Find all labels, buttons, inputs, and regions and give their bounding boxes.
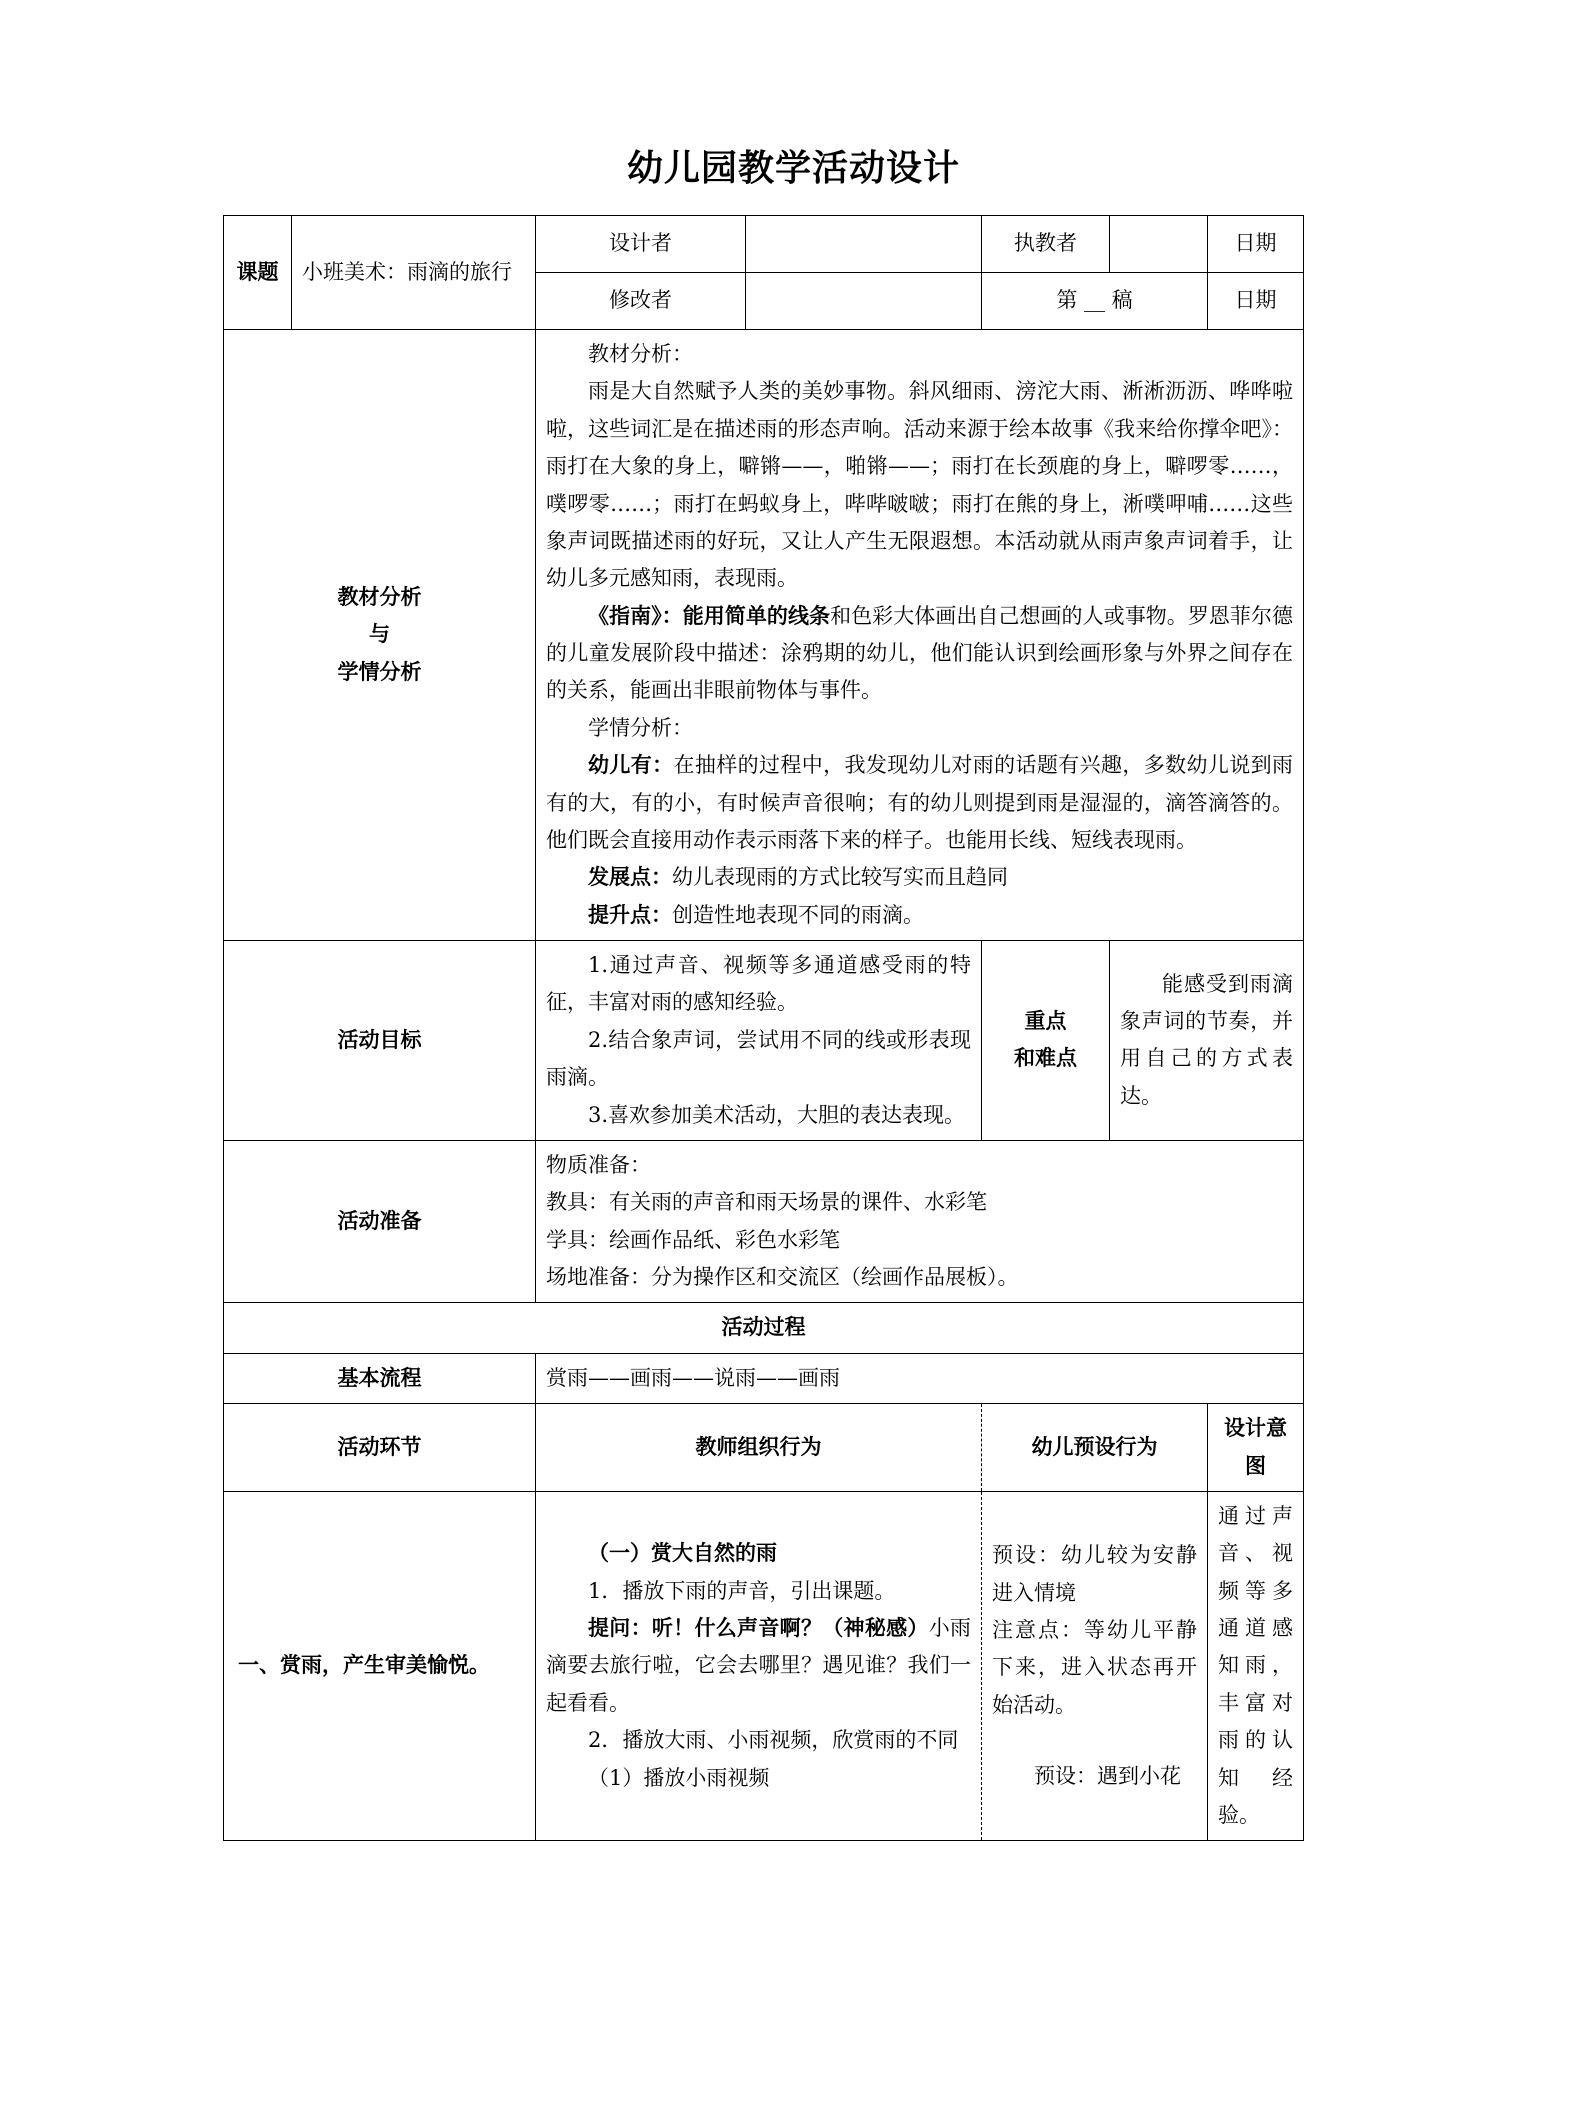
basic-flow-label: 基本流程: [224, 1353, 536, 1403]
focus-difficulty-label: [982, 941, 1110, 1141]
focus-difficulty-text: [1110, 941, 1304, 1141]
col-header-stage: 活动环节: [224, 1404, 536, 1492]
process-banner-row: [224, 1303, 1304, 1353]
objective-item: 3.喜欢参加美术活动，大胆的表达表现。: [588, 1102, 966, 1127]
teacher-question-bold: 提问：听！什么声音啊？（神秘感）: [588, 1616, 929, 1640]
children-expected-3: 预设：遇到小花: [1034, 1763, 1181, 1788]
preparation-teaching-aids: 教具：有关雨的声音和雨天场景的课件、水彩笔: [546, 1190, 987, 1215]
preparation-learning-aids: 学具：绘画作品纸、彩色水彩笔: [546, 1227, 840, 1252]
draft-number-label[interactable]: 第 __ 稿: [982, 273, 1208, 330]
reviser-value[interactable]: [746, 273, 982, 330]
guide-paragraph: [546, 598, 1293, 710]
development-point-text: 幼儿表现雨的方式比较写实而且趋同: [672, 865, 1008, 890]
stage-name: 一、赏雨，产生审美愉悦。: [224, 1491, 536, 1840]
lift-point-text: 创造性地表现不同的雨滴。: [672, 902, 924, 927]
development-point-paragraph: [546, 859, 1293, 896]
material-analysis-heading: 教材分析：: [588, 342, 693, 366]
focus-difficulty-value: 能感受到雨滴象声词的节奏，并用自己的方式表达。: [1120, 971, 1293, 1108]
teacher-question-rest: 小雨滴要去旅行啦，它会去哪里？遇见谁？我们一起看看。: [546, 1616, 972, 1715]
reviser-label: 修改者: [536, 273, 746, 330]
children-have-label: 幼儿有：: [588, 753, 674, 778]
children-behavior-cell: [982, 1491, 1208, 1840]
analysis-label: [224, 330, 536, 941]
teacher-behavior-cell: [536, 1491, 982, 1840]
guide-rest-text: 和色彩大体画出自己想画的人或事物。罗恩菲尔德的儿童发展阶段中描述：涂鸦期的幼儿，他们能认识到绘画形象与外界之间存在的关系，能画出非眼前物体与事件。: [546, 603, 1294, 703]
children-expected-2: 注意点：等幼儿平静下来，进入状态再开始活动。: [992, 1617, 1197, 1717]
situation-analysis-heading: 学情分析：: [588, 715, 693, 740]
process-banner: 活动过程: [224, 1303, 1304, 1353]
design-intent-cell: 通过声音、视频等多通道感知雨，丰富对雨的认知经验。: [1208, 1491, 1304, 1840]
basic-flow-value: 赏雨——画雨——说雨——画雨: [536, 1353, 1304, 1403]
lift-point-paragraph: [546, 897, 1293, 934]
teacher-block-step: 2．播放大雨、小雨视频，欣赏雨的不同: [588, 1728, 959, 1753]
children-expected-1: 预设：幼儿较为安静进入情境: [992, 1543, 1197, 1605]
teacher-block-heading: （一）赏大自然的雨: [588, 1541, 777, 1566]
basic-flow-row: [224, 1353, 1304, 1403]
lift-point-label: 提升点：: [588, 902, 672, 927]
preparation-heading: 物质准备：: [546, 1152, 651, 1177]
preparation-label: 活动准备: [224, 1140, 536, 1303]
material-analysis-paragraph: 雨是大自然赋予人类的美妙事物。斜风细雨、滂沱大雨、淅淅沥沥、哗哗啦啦，这些词汇是在描述雨的形态声响。活动来源于绘本故事《我来给你撑伞吧》：雨打在大象的身上，噼锵——，啪锵——；雨打在长颈鹿的身上，噼啰零……，噗啰零……；雨打在蚂蚁身上，哔哔啵啵；雨打在熊的身上，淅噗呷哺……这些象声词既描述雨的好玩，又让人产生无限遐想。本活动就从雨声象声词着手，让幼儿多元感知雨，表现雨。: [546, 379, 1293, 591]
focus-label-line2: 和难点: [1014, 1046, 1077, 1071]
objectives-list: [536, 941, 982, 1141]
header-row-1: [224, 216, 1304, 273]
teacher-block-step: 1．播放下雨的声音，引出课题。: [588, 1578, 896, 1603]
objectives-row: [224, 941, 1304, 1141]
development-point-label: 发展点：: [588, 865, 672, 890]
analysis-label-line2: 与: [369, 622, 390, 647]
lesson-plan-table: [223, 215, 1304, 1841]
col-header-children: 幼儿预设行为: [982, 1404, 1208, 1492]
designer-value[interactable]: [746, 216, 982, 273]
analysis-content: [536, 330, 1304, 941]
objective-item: 1.通过声音、视频等多通道感受雨的特征，丰富对雨的感知经验。: [546, 953, 971, 1015]
process-column-header-row: [224, 1404, 1304, 1492]
guide-bold-phrase: 能用简单的线条: [682, 603, 831, 628]
preparation-venue: 场地准备：分为操作区和交流区（绘画作品展板）。: [546, 1265, 1019, 1289]
preparation-content: [536, 1140, 1304, 1303]
children-have-paragraph: [546, 747, 1293, 859]
col-header-intent: 设计意图: [1208, 1404, 1304, 1492]
date-label-2: 日期: [1208, 273, 1304, 330]
analysis-label-line3: 学情分析: [337, 659, 422, 684]
children-have-text: 在抽样的过程中，我发现幼儿对雨的话题有兴趣，多数幼儿说到雨有的大，有的小，有时候声音很响；有的幼儿则提到雨是湿湿的，滴答滴答的。他们既会直接用动作表示雨落下来的样子。也能用长线、短线表现雨。: [546, 753, 1293, 852]
teacher-label: 执教者: [982, 216, 1110, 273]
objectives-label: 活动目标: [224, 941, 536, 1141]
teacher-block-substep: （1）播放小雨视频: [588, 1765, 770, 1790]
guide-prefix: 《指南》：: [588, 603, 683, 628]
objective-item: 2.结合象声词，尝试用不同的线或形表现雨滴。: [546, 1027, 971, 1090]
page-title: 幼儿园教学活动设计: [626, 148, 960, 189]
analysis-label-line1: 教材分析: [337, 584, 422, 609]
date-label-1: 日期: [1208, 216, 1304, 273]
focus-label-line1: 重点: [1024, 1009, 1067, 1034]
table-row: [224, 1491, 1304, 1840]
teacher-block-question: [546, 1610, 971, 1722]
analysis-row: [224, 330, 1304, 941]
teacher-value[interactable]: [1110, 216, 1208, 273]
col-header-teacher: 教师组织行为: [536, 1404, 982, 1492]
topic-label: 课题: [224, 216, 292, 330]
preparation-row: [224, 1140, 1304, 1303]
designer-label: 设计者: [536, 216, 746, 273]
topic-value[interactable]: 小班美术：雨滴的旅行: [292, 216, 536, 330]
